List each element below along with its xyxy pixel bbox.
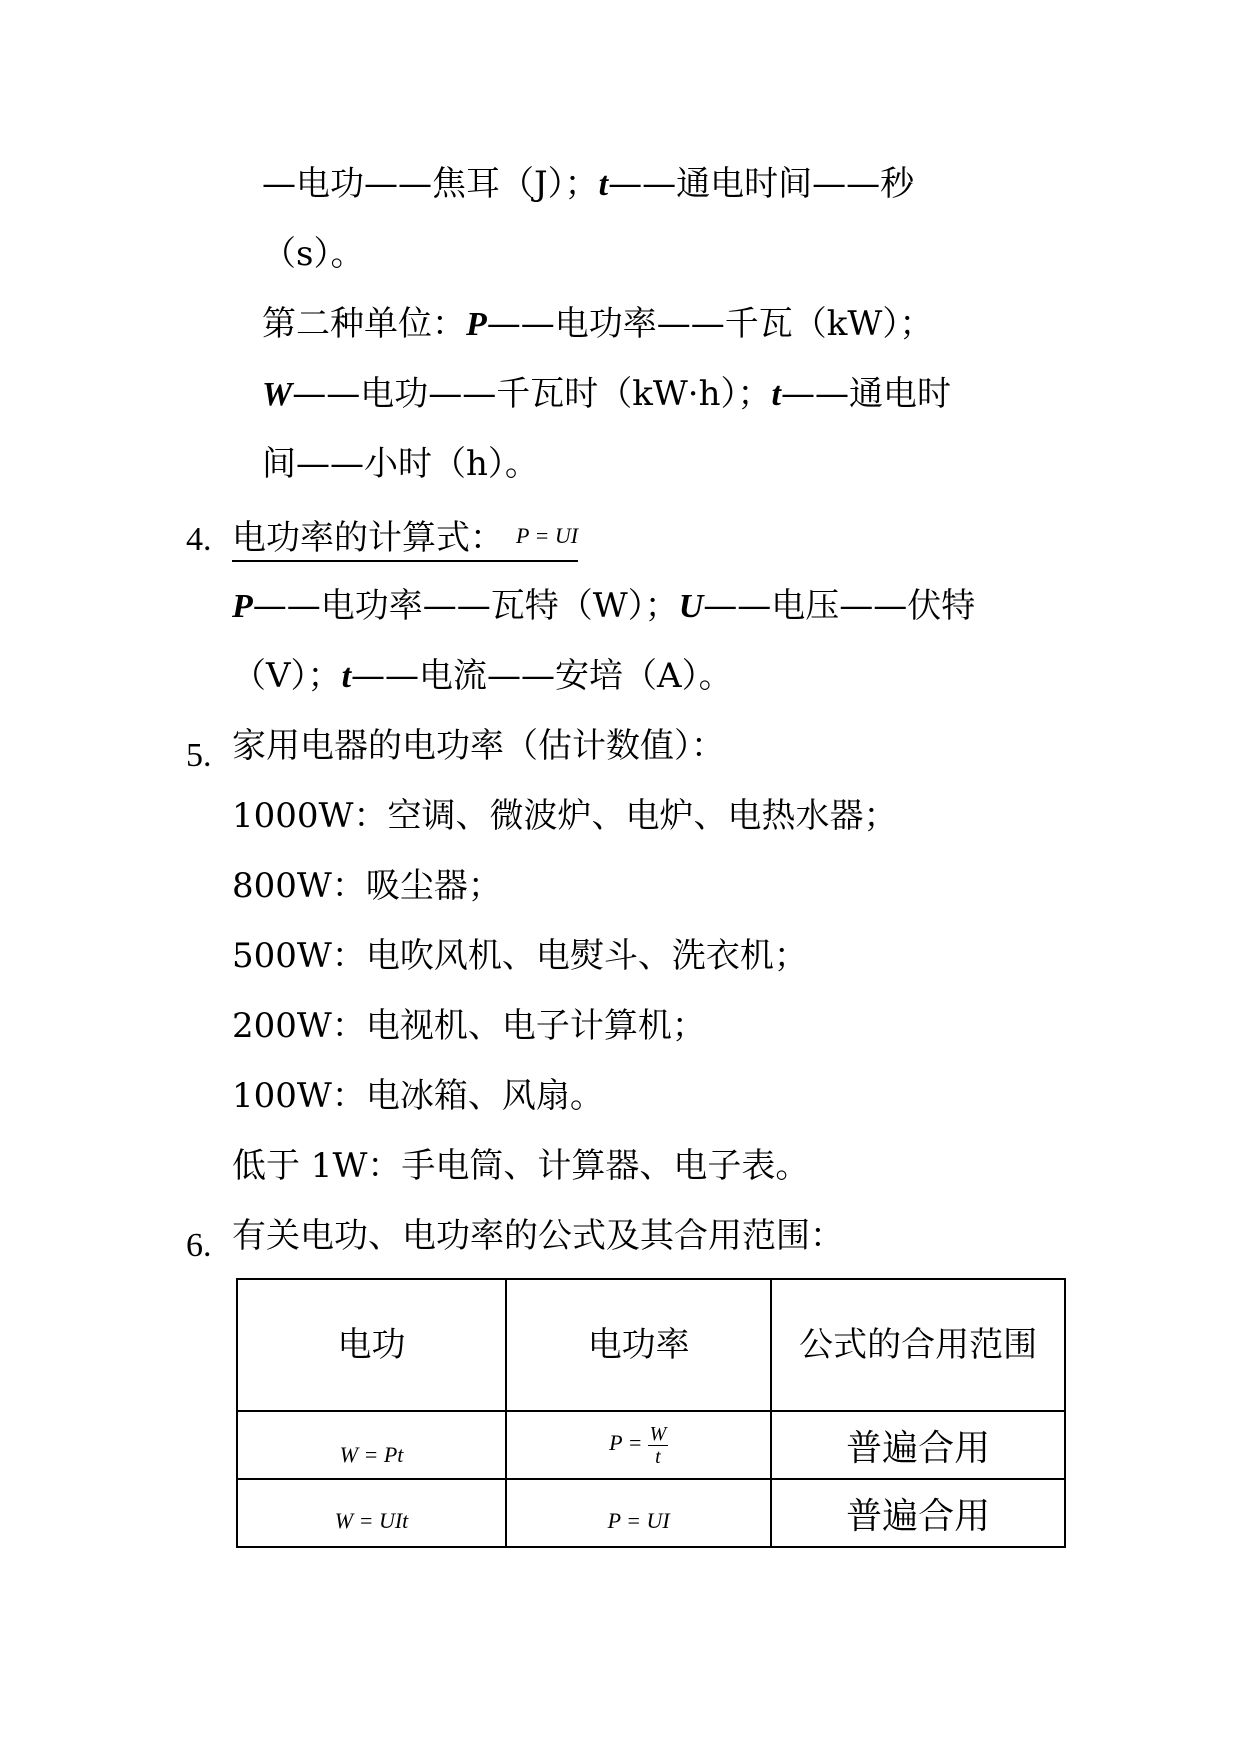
- unit-text: ——通电时: [780, 374, 951, 414]
- appliance-item: 500W：电吹风机、电熨斗、洗衣机；: [232, 936, 808, 976]
- unit-line-2: [262, 232, 364, 276]
- work-formula: W = UIt: [334, 1508, 409, 1533]
- appliance-item: 100W：电冰箱、风扇。: [232, 1076, 604, 1116]
- unit-text: ——电功率——瓦特（W）；: [252, 586, 679, 626]
- table-row: [237, 1479, 1065, 1547]
- section-number: 4.: [186, 521, 212, 558]
- table-row: [237, 1411, 1065, 1479]
- power-formula-cell: [506, 1411, 771, 1479]
- symbol-t: t: [598, 166, 609, 203]
- symbol-p: P: [232, 588, 253, 625]
- formula: P = UI: [516, 523, 579, 548]
- symbol-p: P: [466, 306, 487, 343]
- unit-line-5: [262, 442, 539, 486]
- symbol-t: t: [771, 376, 781, 413]
- work-formula-cell: [237, 1411, 506, 1479]
- work-formula-cell: [237, 1479, 506, 1547]
- symbol-u: U: [678, 588, 704, 625]
- section-title: 家用电器的电功率（估计数值）：: [232, 726, 725, 766]
- appliance-item: 200W：电视机、电子计算机；: [232, 1006, 706, 1046]
- title-label: 电功率的计算式：: [232, 518, 504, 558]
- header-work: 电功: [237, 1279, 506, 1411]
- formula-table: [236, 1278, 1066, 1548]
- header-power: 电功率: [506, 1279, 771, 1411]
- unit-text: ——电压——伏特: [703, 586, 976, 626]
- unit-line-4: [262, 372, 951, 417]
- section-title: 有关电功、电功率的公式及其合用范围：: [232, 1216, 844, 1256]
- unit-text: —电功——焦耳（J）；: [262, 164, 599, 204]
- fraction: [648, 1423, 669, 1468]
- unit-text: ——通电时间——秒: [608, 164, 915, 204]
- appliance-item: 800W：吸尘器；: [232, 866, 502, 906]
- unit-text: （V）；: [232, 656, 342, 696]
- unit-text: ——电功——千瓦时（kW·h）；: [292, 374, 772, 414]
- unit-text: ——电功率——千瓦（kW）；: [486, 304, 934, 344]
- symbol-t: t: [341, 658, 352, 695]
- power-formula-lhs: P =: [609, 1429, 643, 1455]
- power-formula: P = UI: [607, 1508, 670, 1533]
- fraction-numerator: W: [649, 1422, 667, 1445]
- header-scope: 公式的合用范围: [771, 1279, 1065, 1411]
- power-line-1: [232, 584, 975, 629]
- power-line-2: [232, 654, 733, 699]
- fraction-denominator: t: [655, 1445, 661, 1468]
- section-title: [232, 514, 578, 560]
- unit-line-3: [262, 302, 933, 347]
- section-number: 5.: [186, 737, 212, 774]
- unit-line-1: [262, 162, 914, 207]
- unit-text: （s）。: [262, 234, 365, 274]
- unit-text: 间——小时（h）。: [262, 444, 539, 484]
- scope-cell: 普遍合用: [771, 1479, 1065, 1547]
- unit-text: 第二种单位：: [262, 304, 466, 344]
- section-number: 6.: [186, 1227, 212, 1264]
- section-title-text: [232, 518, 578, 562]
- appliance-item: 1000W：空调、微波炉、电炉、电热水器；: [232, 796, 898, 836]
- unit-text: ——电流——安培（A）。: [351, 656, 733, 696]
- power-formula-cell: [506, 1479, 771, 1547]
- symbol-w: W: [262, 376, 293, 413]
- table-header-row: [237, 1279, 1065, 1411]
- work-formula: W = Pt: [339, 1442, 404, 1467]
- scope-cell: 普遍合用: [771, 1411, 1065, 1479]
- appliance-item: 低于 1W：手电筒、计算器、电子表。: [232, 1146, 810, 1186]
